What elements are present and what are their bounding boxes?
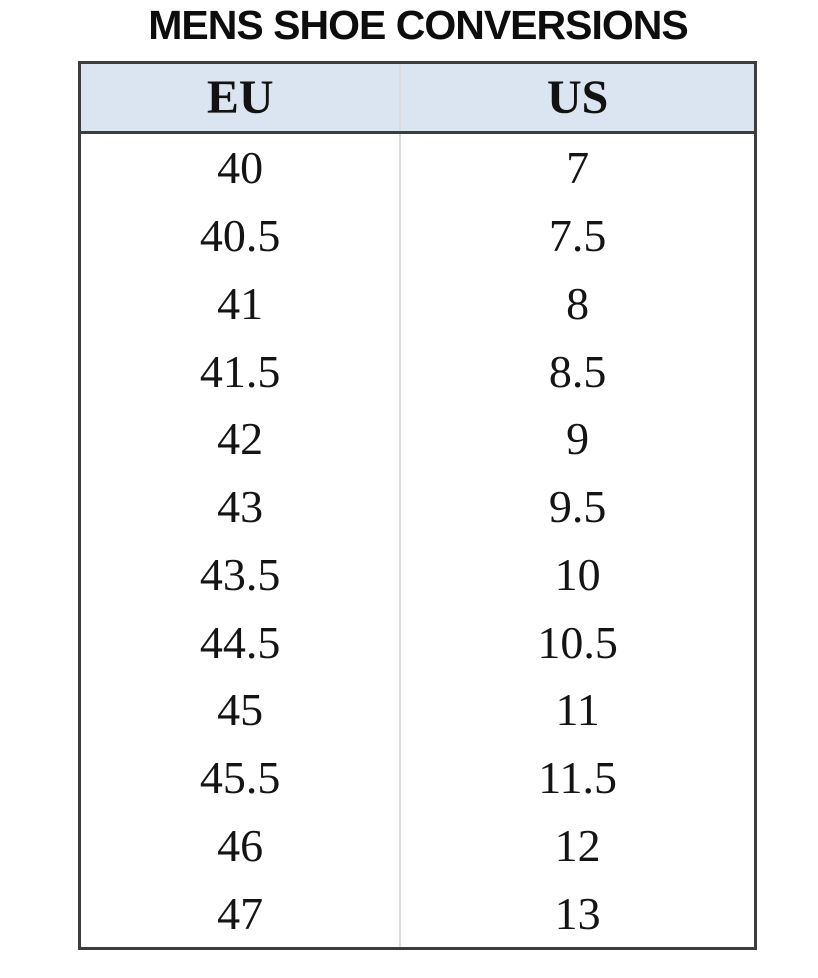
column-header-eu: EU	[81, 64, 401, 131]
cell-us: 8.5	[548, 345, 607, 397]
shoe-conversion-table	[78, 61, 757, 950]
table-row	[81, 337, 754, 405]
cell-us: 11.5	[538, 752, 618, 804]
cell-eu: 45.5	[81, 744, 401, 812]
cell-eu: 41.5	[81, 337, 401, 405]
cell-us: 7	[566, 142, 590, 194]
table-row	[81, 676, 754, 744]
cell-eu: 41	[81, 270, 401, 338]
table-row	[81, 270, 754, 338]
cell-us: 11	[555, 684, 600, 736]
cell-eu: 47	[81, 879, 401, 947]
table-body	[81, 134, 754, 947]
cell-us: 13	[554, 887, 601, 939]
cell-us: 7.5	[548, 210, 607, 262]
table-header-row	[81, 64, 754, 134]
table-row	[81, 134, 754, 202]
cell-eu: 40.5	[81, 202, 401, 270]
table-row	[81, 541, 754, 609]
table-row	[81, 812, 754, 880]
cell-us: 12	[554, 819, 601, 871]
table-row	[81, 744, 754, 812]
cell-eu: 42	[81, 405, 401, 473]
cell-us: 10.5	[537, 616, 618, 668]
table-row	[81, 879, 754, 947]
cell-eu: 45	[81, 676, 401, 744]
table-row	[81, 405, 754, 473]
cell-eu: 43.5	[81, 541, 401, 609]
cell-us: 9.5	[548, 481, 607, 533]
table-row	[81, 202, 754, 270]
cell-us: 10	[554, 548, 601, 600]
table-row	[81, 608, 754, 676]
page-title: MENS SHOE CONVERSIONS	[148, 2, 688, 48]
column-header-us: US	[546, 71, 609, 124]
cell-eu: 40	[81, 134, 401, 202]
cell-us: 9	[566, 413, 590, 465]
cell-eu: 44.5	[81, 608, 401, 676]
cell-eu: 43	[81, 473, 401, 541]
cell-us: 8	[566, 277, 590, 329]
table-row	[81, 473, 754, 541]
cell-eu: 46	[81, 812, 401, 880]
